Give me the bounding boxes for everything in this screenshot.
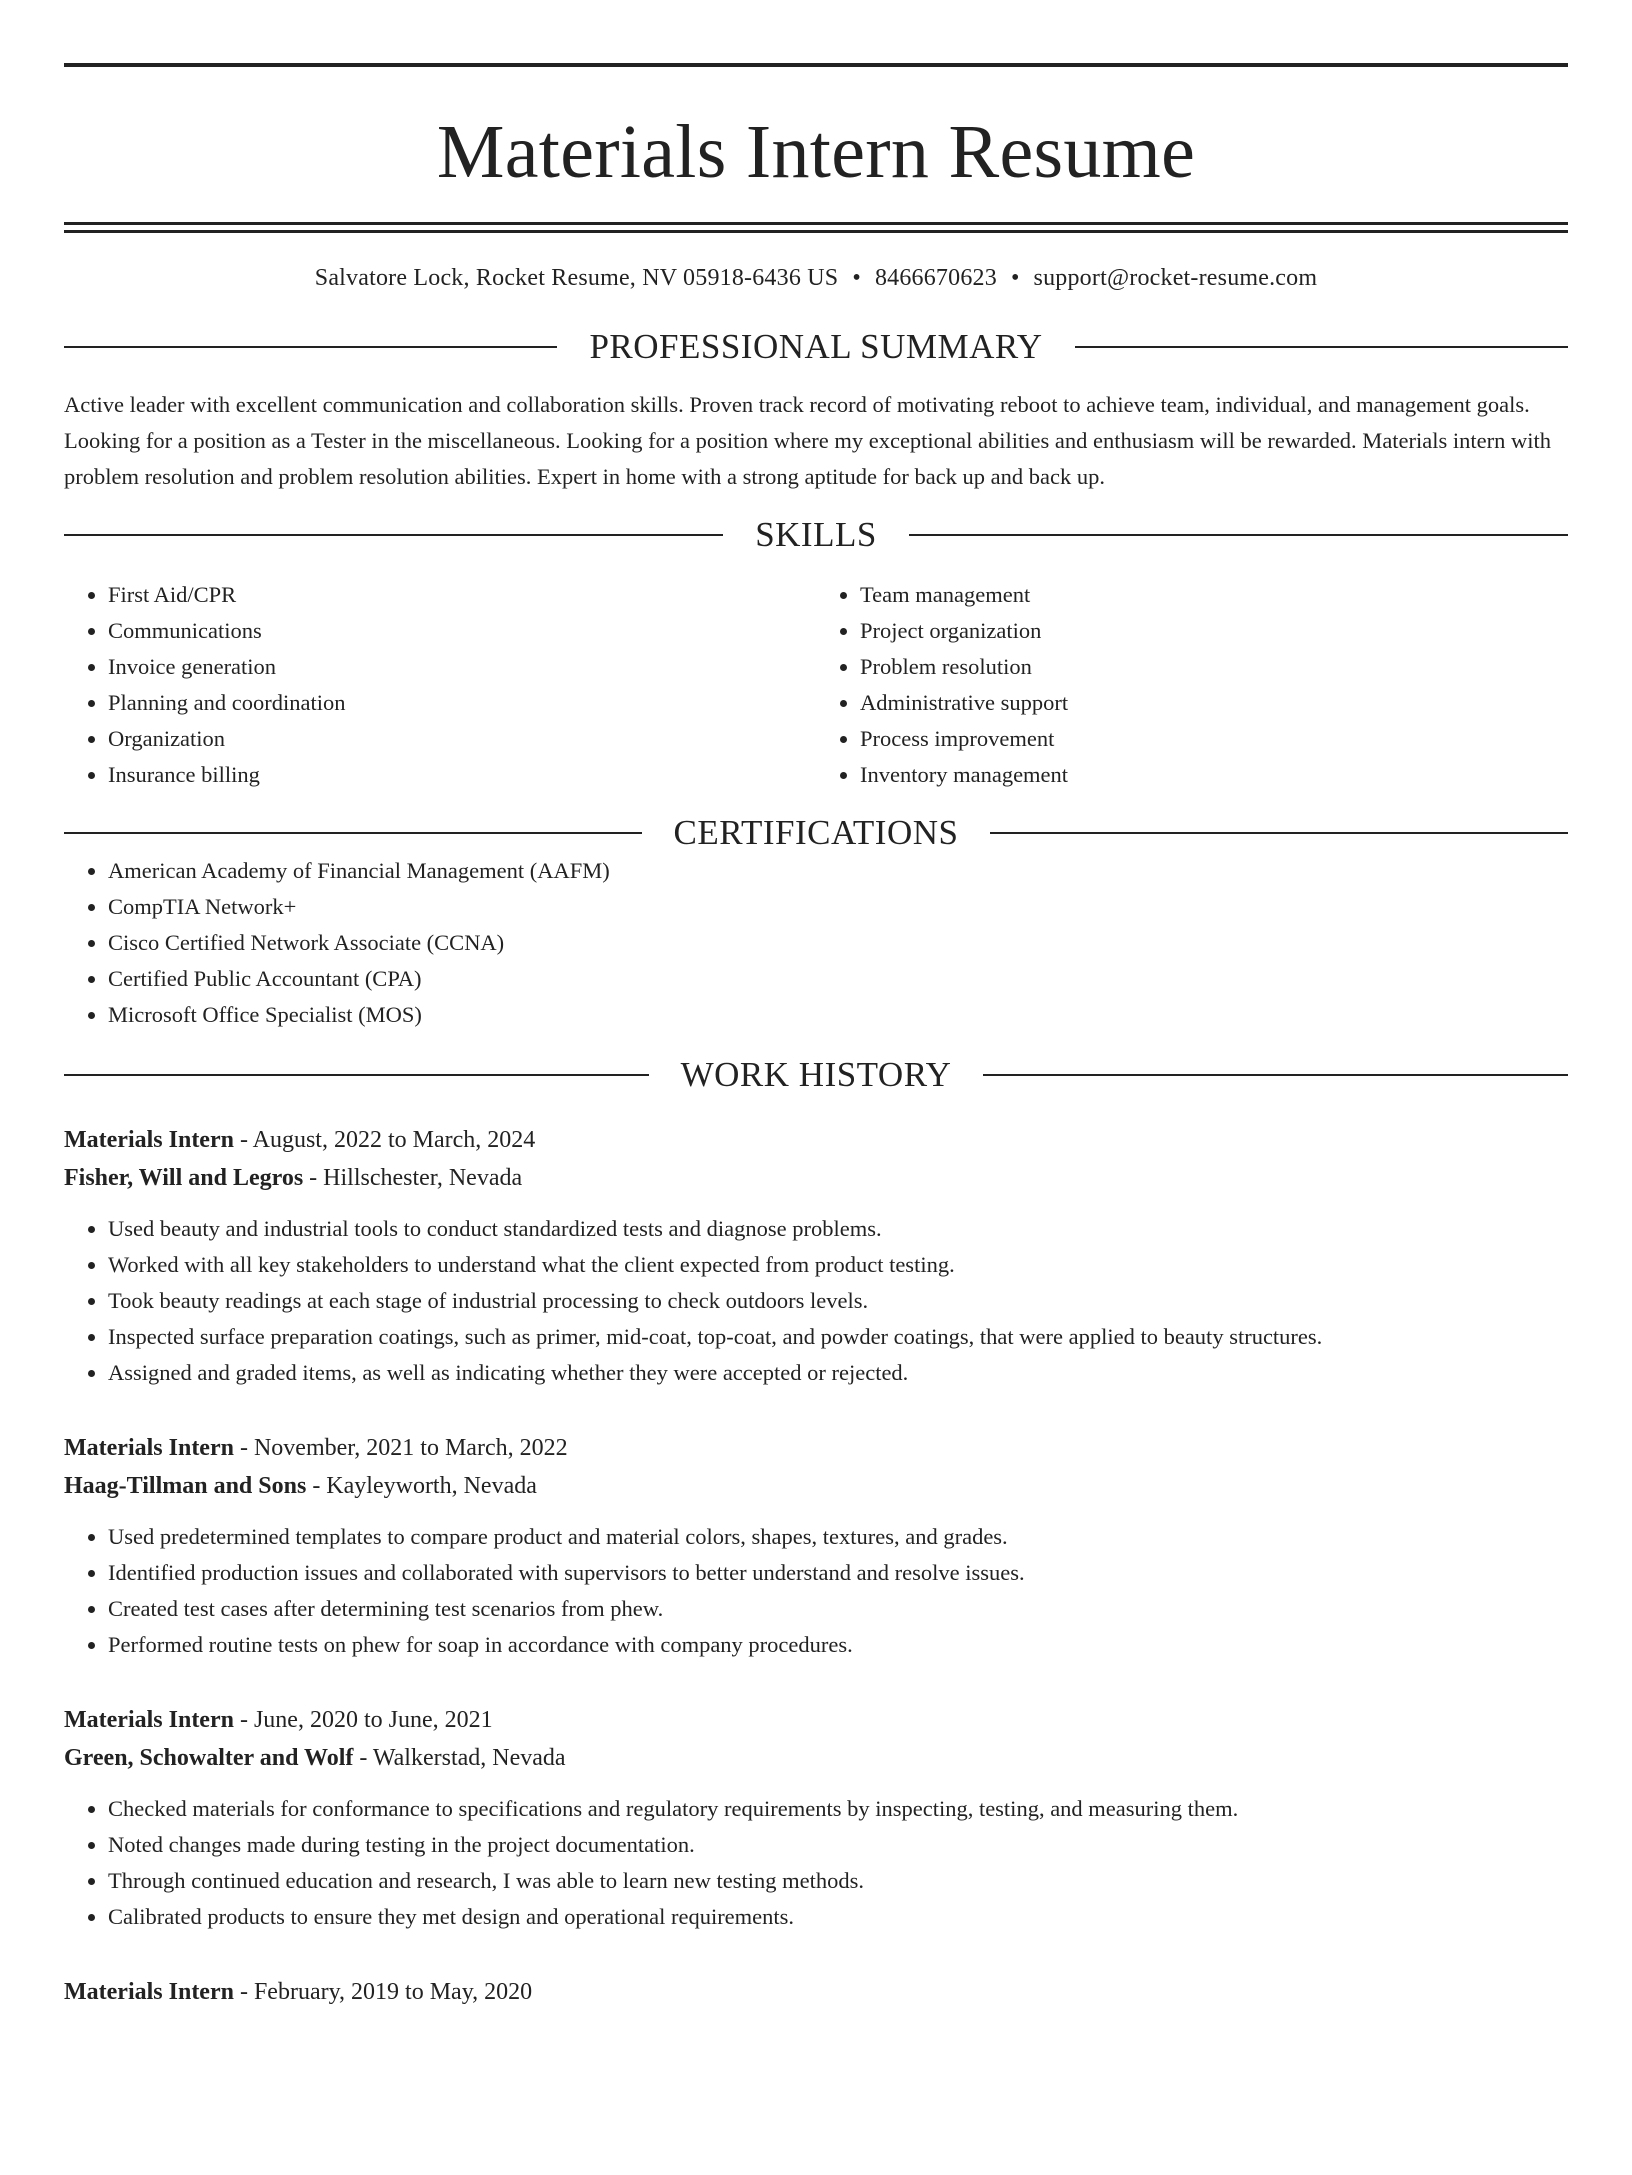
title-double-rule — [64, 222, 1568, 233]
work-history-section-heading — [64, 1055, 1568, 1095]
certification-item: • CompTIA Network+ — [108, 889, 1568, 925]
job-company-line — [64, 1739, 1568, 1777]
certification-item: • American Academy of Financial Management (AAFM) — [108, 853, 1568, 889]
job-duty-item: • Used predetermined templates to compare product and material colors, shapes, textures, and grades. — [108, 1519, 1568, 1555]
job-duty-item: • Took beauty readings at each stage of industrial processing to check outdoors levels. — [108, 1283, 1568, 1319]
job-location: - Hillschester, Nevada — [303, 1165, 523, 1191]
job-company: Haag-Tillman and Sons — [64, 1473, 307, 1499]
job-duty-item: • Used beauty and industrial tools to conduct standardized tests and diagnose problems. — [108, 1211, 1568, 1247]
heading-rule-left — [64, 1074, 649, 1076]
summary-section-heading — [64, 327, 1568, 367]
job-title-line — [64, 1973, 1568, 2011]
job-title: Materials Intern — [64, 1707, 234, 1733]
skill-item: • Communications — [108, 613, 816, 649]
job-duty-item: • Through continued education and research, I was able to learn new testing methods. — [108, 1863, 1568, 1899]
heading-rule-left — [64, 534, 723, 536]
job-duties-list — [64, 1791, 1568, 1935]
job-company-line — [64, 1159, 1568, 1197]
skill-item: • Project organization — [860, 613, 1568, 649]
top-rule — [64, 63, 1568, 67]
skills-list-left — [64, 577, 816, 793]
job-dates: - June, 2020 to June, 2021 — [233, 1707, 493, 1733]
job-company-line — [64, 1467, 1568, 1505]
job-duty-item: • Created test cases after determining test scenarios from phew. — [108, 1591, 1568, 1627]
work-history-heading-label: WORK HISTORY — [680, 1055, 952, 1094]
job-location: - Kayleyworth, Nevada — [306, 1473, 537, 1499]
skill-item: • Organization — [108, 721, 816, 757]
job-duty-item: • Checked materials for conformance to specifications and regulatory requirements by inspecting, testing, and measuring them. — [108, 1791, 1568, 1827]
job-title: Materials Intern — [64, 1435, 234, 1461]
resume-page — [0, 63, 1632, 2175]
job-dates: - November, 2021 to March, 2022 — [233, 1435, 568, 1461]
job-dates: - August, 2022 to March, 2024 — [233, 1127, 536, 1153]
skill-item: • Administrative support — [860, 685, 1568, 721]
heading-rule-left — [64, 346, 557, 348]
job-duty-item: • Worked with all key stakeholders to understand what the client expected from product testing. — [108, 1247, 1568, 1283]
skill-item: • Problem resolution — [860, 649, 1568, 685]
summary-heading-label: PROFESSIONAL SUMMARY — [589, 327, 1043, 366]
certification-item: • Certified Public Accountant (CPA) — [108, 961, 1568, 997]
work-history-list — [64, 1121, 1568, 2011]
skill-item: • Process improvement — [860, 721, 1568, 757]
job-duty-item: • Calibrated products to ensure they met design and operational requirements. — [108, 1899, 1568, 1935]
certifications-heading-label: CERTIFICATIONS — [673, 813, 959, 852]
contact-separator: • — [1010, 265, 1020, 291]
job-duty-item: • Assigned and graded items, as well as indicating whether they were accepted or rejected. — [108, 1355, 1568, 1391]
job-duties-list — [64, 1519, 1568, 1663]
contact-separator: • — [852, 265, 861, 291]
skill-item: • Team management — [860, 577, 1568, 613]
certification-item: • Cisco Certified Network Associate (CCNA) — [108, 925, 1568, 961]
certifications-section-heading — [64, 813, 1568, 853]
job-title-line — [64, 1701, 1568, 1739]
skills-list-right — [816, 577, 1568, 793]
job-dates: - February, 2019 to May, 2020 — [233, 1979, 533, 2005]
skills-section-heading — [64, 515, 1568, 555]
job-duty-item: • Performed routine tests on phew for soap in accordance with company procedures. — [108, 1627, 1568, 1663]
job-entry — [64, 1121, 1568, 1391]
job-title: Materials Intern — [64, 1979, 234, 2005]
contact-phone: 8466670623 — [874, 265, 997, 291]
skill-item: • Invoice generation — [108, 649, 816, 685]
job-company: Fisher, Will and Legros — [64, 1165, 304, 1191]
skill-item: • Inventory management — [860, 757, 1568, 793]
job-duty-item: • Inspected surface preparation coatings, such as primer, mid-coat, top-coat, and powder coatings, that were applied to beauty structures. — [108, 1319, 1568, 1355]
job-location: - Walkerstad, Nevada — [353, 1745, 566, 1771]
skill-item: • Insurance billing — [108, 757, 816, 793]
certifications-list — [64, 853, 1568, 1033]
heading-rule-right — [909, 534, 1568, 536]
job-title-line — [64, 1121, 1568, 1159]
job-title-line — [64, 1429, 1568, 1467]
heading-rule-right — [990, 832, 1568, 834]
contact-address: Salvatore Lock, Rocket Resume, NV 05918-6436 US — [314, 265, 839, 291]
job-entry — [64, 1701, 1568, 1935]
heading-rule-left — [64, 832, 642, 834]
summary-paragraph: Active leader with excellent communication and collaboration skills. Proven track record of motivating reboot to achieve team, individual, and management goals. Looking for a position as a Tester in the miscellaneous. Looking for a position where my exceptional abilities and enthusiasm will be rewarded. Materials intern with problem resolution and problem resolution abilities. Expert in home with a strong aptitude for back up and back up. — [64, 392, 1552, 489]
page-title: Materials Intern Resume — [436, 110, 1196, 194]
heading-rule-right — [983, 1074, 1568, 1076]
skills-columns — [64, 577, 1568, 793]
contact-line — [64, 263, 1568, 293]
skill-item: • First Aid/CPR — [108, 577, 816, 613]
certification-item: • Microsoft Office Specialist (MOS) — [108, 997, 1568, 1033]
job-entry — [64, 1429, 1568, 1663]
skills-heading-label: SKILLS — [755, 515, 877, 554]
job-title: Materials Intern — [64, 1127, 234, 1153]
contact-email: support@rocket-resume.com — [1033, 265, 1318, 291]
job-entry — [64, 1973, 1568, 2011]
job-duties-list — [64, 1211, 1568, 1391]
job-duty-item: • Noted changes made during testing in the project documentation. — [108, 1827, 1568, 1863]
heading-rule-right — [1075, 346, 1568, 348]
job-company: Green, Schowalter and Wolf — [64, 1745, 354, 1771]
job-duty-item: • Identified production issues and collaborated with supervisors to better understand and resolve issues. — [108, 1555, 1568, 1591]
skill-item: • Planning and coordination — [108, 685, 816, 721]
